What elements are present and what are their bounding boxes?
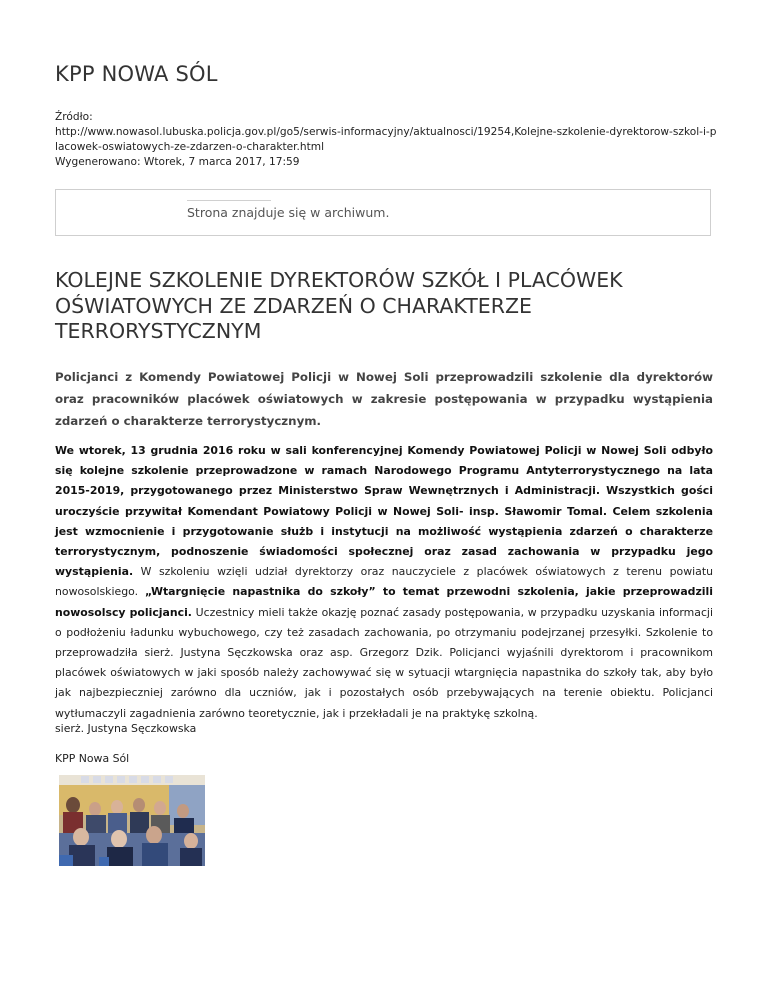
divider	[187, 200, 271, 201]
archive-notice-box	[55, 189, 711, 236]
body-bold-2: „Wtargnięcie napastnika do szkoły” to temat przewodni szkolenia, jakie przeprowadzili nowosolscy policjanci.	[55, 585, 713, 619]
source-url-line2[interactable]: lacowek-oswiatowych-ze-zdarzen-o-charakter.html	[55, 141, 325, 153]
photo-training-audience	[59, 775, 205, 866]
article-body	[55, 441, 713, 724]
article-title: KOLEJNE SZKOLENIE DYREKTORÓW SZKÓŁ I PLACÓWEK OŚWIATOWYCH ZE ZDARZEŃ O CHARAKTERZE TERRORYSTYCZNYM	[55, 268, 623, 343]
article-photo[interactable]	[59, 775, 205, 866]
source-url-line1[interactable]: http://www.nowasol.lubuska.policja.gov.pl/go5/serwis-informacyjny/aktualnosci/19254,Kolejne-szkolenie-dyrektorow-szkol-i-p	[55, 126, 717, 138]
site-title: KPP NOWA SÓL	[55, 62, 218, 86]
article-unit: KPP Nowa Sól	[55, 752, 130, 765]
article-lead: Policjanci z Komendy Powiatowej Policji w Nowej Soli przeprowadzili szkolenie dla dyrektorów oraz pracowników placówek oświatowych w zakresie postępowania w przypadku wystąpienia zdarzeń o charakterze terrorystycznym.	[55, 370, 713, 428]
source-label: Źródło:	[55, 111, 93, 123]
archive-notice: Strona znajduje się w archiwum.	[187, 205, 390, 220]
source-info	[55, 110, 715, 170]
generated-timestamp: Wygenerowano: Wtorek, 7 marca 2017, 17:59	[55, 156, 300, 168]
article-author: sierż. Justyna Sęczkowska	[55, 722, 197, 735]
body-text-2: Uczestnicy mieli także okazję poznać zasady postępowania, w przypadku uzyskania informacji o podłożeniu ładunku wybuchowego, czy też zasadach zachowania, po otrzymaniu podejrzanej przesyłki. Szkolenie to przeprowadziła sierż. Justyna Sęczkowska oraz asp. Grzegorz Dzik. Policjanci wyjaśnili dyrektorom i pracownikom placówek oświatowych w jaki sposób należy zachowywać się w sytuacji wtargnięcia napastnika do szkoły tak, aby było jak najbezpieczniej zarówno dla uczniów, jak i pozostałych osób przebywających na terenie obiektu. Policjanci wytłumaczyli zagadnienia zarówno teoretycznie, jak i przekładali je na praktykę szkolną.	[55, 605, 713, 720]
body-bold-1: We wtorek, 13 grudnia 2016 roku w sali konferencyjnej Komendy Powiatowej Policji w Nowej Soli odbyło się kolejne szkolenie przeprowadzone w ramach Narodowego Programu Antyterrorystycznego na lata 2015-2019, przygotowanego przez Ministerstwo Spraw Wewnętrznych i Administracji. Wszystkich gości uroczyście przywitał Komendant Powiatowy Policji w Nowej Soli- insp. Sławomir Tomal. Celem szkolenia jest wzmocnienie i przygotowanie służb i instytucji na możliwość wystąpienia zdarzeń o charakterze terrorystycznym, podnoszenie świadomości społecznej oraz zasad zachowania w przypadku jego wystąpienia.	[55, 444, 713, 579]
body-text-1: W szkoleniu wzięli udział dyrektorzy oraz nauczyciele z placówek oświatowych z terenu powiatu nowosolskiego.	[55, 565, 713, 599]
